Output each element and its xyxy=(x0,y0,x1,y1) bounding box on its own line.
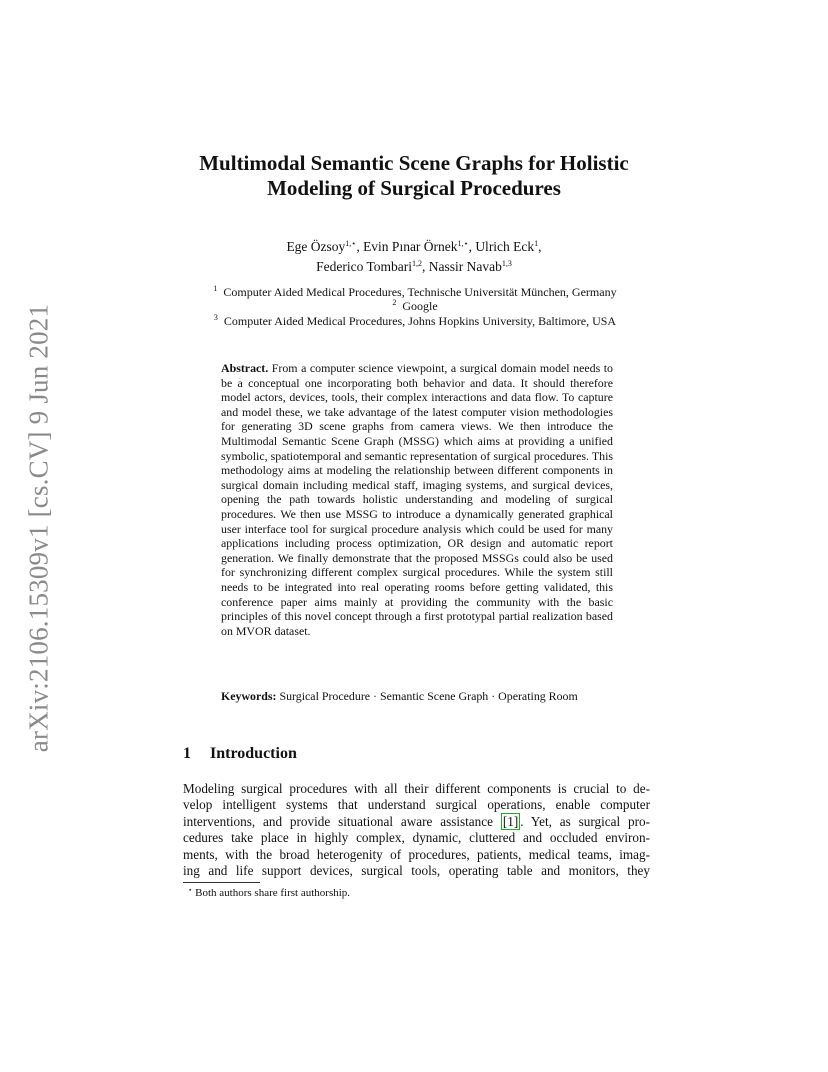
intro-line: ments, with the broad heterogenity of procedures, patients, medical teams, imag- xyxy=(183,846,650,862)
affiliation-number: 2 xyxy=(392,298,397,307)
citation-link[interactable]: [1] xyxy=(502,813,519,829)
intro-paragraph xyxy=(183,781,650,879)
author-name: Ulrich Eck xyxy=(475,239,535,254)
section-title: Introduction xyxy=(210,745,297,762)
arxiv-stamp xyxy=(18,300,60,755)
arxiv-id: arXiv:2106.15309v1 [cs.CV] 9 Jun 2021 xyxy=(23,303,54,752)
keywords-label: Keywords: xyxy=(221,689,277,703)
footnote-text: Both authors share first authorship. xyxy=(195,887,351,899)
author-affil: 1,3 xyxy=(501,259,512,268)
intro-line: Modeling surgical procedures with all their different components is crucial to de- xyxy=(183,781,650,796)
affiliation-text: Computer Aided Medical Procedures, Johns Hopkins University, Baltimore, USA xyxy=(223,314,617,328)
affiliation-text: Google xyxy=(402,299,438,313)
affiliation-3 xyxy=(175,311,655,328)
abstract-label: Abstract. xyxy=(221,361,269,375)
section-number: 1 xyxy=(183,745,191,762)
affiliation-number: 1 xyxy=(213,284,218,293)
footnote xyxy=(188,886,350,899)
abstract-text: From a computer science viewpoint, a surgical domain model needs to be a conceptual one incorporating both behavior and data. It should therefore model actors, devices, tools, their complex interactions and data flow. To capture and model these, we take advantage of the latest computer vision methodologies for generating 3D scene graphs from camera views. We then introduce the Multimodal Semantic Scene Graph (MSSG) which aims at providing a unified symbolic, spatiotemporal and semantic representation of surgical procedures. This methodology aims at modeling the relationship between different components in surgical domain including medical staff, imaging systems, and surgical devices, opening the path towards holistic understanding and modeling of surgical procedures. We then use MSSG to introduce a dynamically generated graphical user interface tool for surgical procedure analysis which could be used for many applications including process optimization, OR design and automatic report generation. We finally demonstrate that the proposed MSSGs could also be used for synchronizing different complex surgical procedures. While the system still needs to be integrated into real operating rooms before getting validated, this conference paper aims mainly at providing the community with the basic principles of this novel concept through a first prototypal partial realization based on MVOR dataset. xyxy=(221,361,613,638)
keywords-text: Surgical Procedure · Semantic Scene Graph · Operating Room xyxy=(279,689,578,703)
footnote-rule xyxy=(183,882,260,883)
intro-line: cedures take place in highly complex, dynamic, cluttered and occluded environ- xyxy=(183,830,650,846)
title-line-2: Modeling of Surgical Procedures xyxy=(267,176,561,200)
intro-line: velop intelligent systems that understand surgical operations, enable computer xyxy=(183,797,650,813)
section-heading xyxy=(183,745,297,763)
paper-title xyxy=(150,151,678,201)
affiliation-number: 3 xyxy=(213,313,218,322)
intro-line: ing and life support devices, surgical tools, operating table and monitors, they xyxy=(183,863,650,879)
footnote-mark: ⋆ xyxy=(188,886,193,894)
author-affil: 1,⋆ xyxy=(345,239,357,248)
author-line-2: Federico Tombari$^{1,2}$, Nassir Navab$^{1,3}$ xyxy=(316,259,512,274)
author-name: Ege Özsoy xyxy=(286,239,346,254)
intro-line-text: . Yet, as surgical pro- xyxy=(520,813,650,829)
author-name: Evin Pınar Örnek xyxy=(363,239,458,254)
title-line-1: Multimodal Semantic Scene Graphs for Holistic xyxy=(199,151,629,175)
abstract xyxy=(221,361,613,638)
intro-line-with-citation xyxy=(183,814,650,830)
affiliation-text: Computer Aided Medical Procedures, Technische Universität München, Germany xyxy=(223,285,617,299)
author-affil: 1 xyxy=(534,239,539,248)
author-affil: 1,2 xyxy=(412,259,423,268)
intro-line-text: interventions, and provide situational aware assistance xyxy=(183,813,501,829)
keywords xyxy=(221,689,613,704)
author-name: Federico Tombari xyxy=(316,259,413,274)
author-name: Nassir Navab xyxy=(428,259,502,274)
author-list xyxy=(180,235,648,275)
author-affil: 1,⋆ xyxy=(457,239,469,248)
author-line-1: Ege Özsoy$^{1,⋆}$, Evin Pınar Örnek$^{1,⋆}$, Ulrich Eck$^1$, xyxy=(286,239,542,254)
